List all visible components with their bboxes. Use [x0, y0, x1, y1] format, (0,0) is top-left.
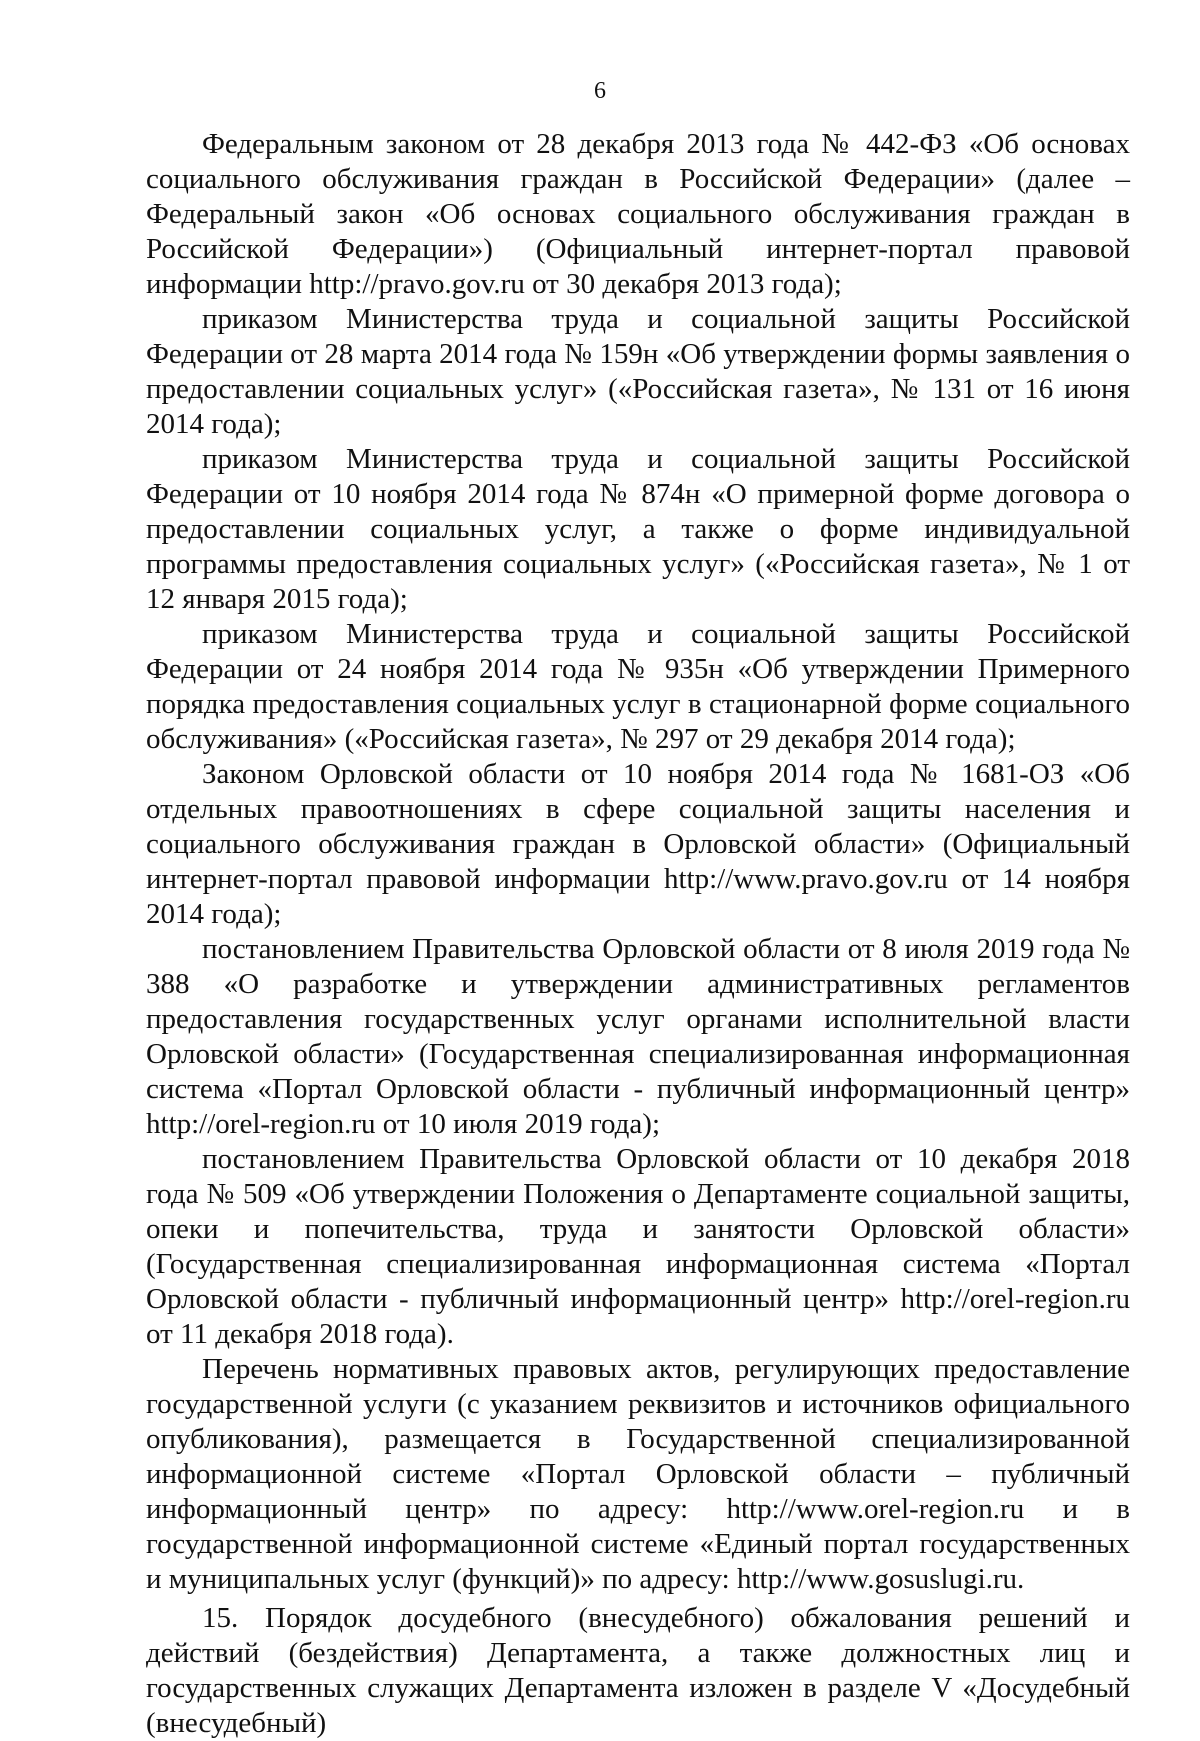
paragraph-order-935n: приказом Министерства труда и социальной защиты Российской Федерации от 24 ноября 2014 года № 935н «Об утверждении Примерного порядка предоставления социальных услуг в стационарной форме социального обслуживания» («Российская газета», № 297 от 29 декабря 2014 года); — [146, 618, 1130, 755]
paragraph-legal-acts-list: Перечень нормативных правовых актов, регулирующих предоставление государственной услуги (с указанием реквизитов и источников официального опубликования), размещается в Государственной специализированной информационной системе «Портал Орловской области – публичный информационный центр» по адресу: http://www.orel-region.ru и в государственной информационной системе «Единый портал государственных и муниципальных услуг (функций)» по адресу: http://www.gosuslugi.ru. — [146, 1353, 1130, 1595]
paragraph-federal-law-442: Федеральным законом от 28 декабря 2013 года № 442-ФЗ «Об основах социального обслуживания граждан в Российской Федерации» (далее – Федеральный закон «Об основах социального обслуживания граждан в Российской Федерации») (Официальный интернет-портал правовой информации http://pravo.gov.ru от 30 декабря 2013 года); — [146, 128, 1130, 300]
paragraph-order-874n: приказом Министерства труда и социальной защиты Российской Федерации от 10 ноября 2014 года № 874н «О примерной форме договора о предоставлении социальных услуг, а также о форме индивидуальной программы предоставления социальных услуг» («Российская газета», № 1 от 12 января 2015 года); — [146, 443, 1130, 615]
paragraph-resolution-509: постановлением Правительства Орловской области от 10 декабря 2018 года № 509 «Об утверждении Положения о Департаменте социальной защиты, опеки и попечительства, труда и занятости Орловской области» (Государственная специализированная информационная система «Портал Орловской области - публичный информационный центр» http://orel-region.ru от 11 декабря 2018 года). — [146, 1143, 1130, 1350]
document-body — [146, 127, 1130, 1741]
page-number: 6 — [594, 78, 606, 104]
paragraph-section-15: 15. Порядок досудебного (внесудебного) обжалования решений и действий (бездействия) Департамента, а также должностных лиц и государственных служащих Департамента изложен в разделе V «Досудебный (внесудебный) — [146, 1602, 1130, 1739]
paragraph-oryol-law-1681: Законом Орловской области от 10 ноября 2014 года № 1681-ОЗ «Об отдельных правоотношениях в сфере социальной защиты населения и социального обслуживания граждан в Орловской области» (Официальный интернет-портал правовой информации http://www.pravo.gov.ru от 14 ноября 2014 года); — [146, 758, 1130, 930]
paragraph-resolution-388: постановлением Правительства Орловской области от 8 июля 2019 года № 388 «О разработке и утверждении административных регламентов предоставления государственных услуг органами исполнительной власти Орловской области» (Государственная специализированная информационная система «Портал Орловской области - публичный информационный центр» http://orel-region.ru от 10 июля 2019 года); — [146, 933, 1130, 1140]
paragraph-order-159n: приказом Министерства труда и социальной защиты Российской Федерации от 28 марта 2014 года № 159н «Об утверждении формы заявления о предоставлении социальных услуг» («Российская газета», № 131 от 16 июня 2014 года); — [146, 303, 1130, 440]
